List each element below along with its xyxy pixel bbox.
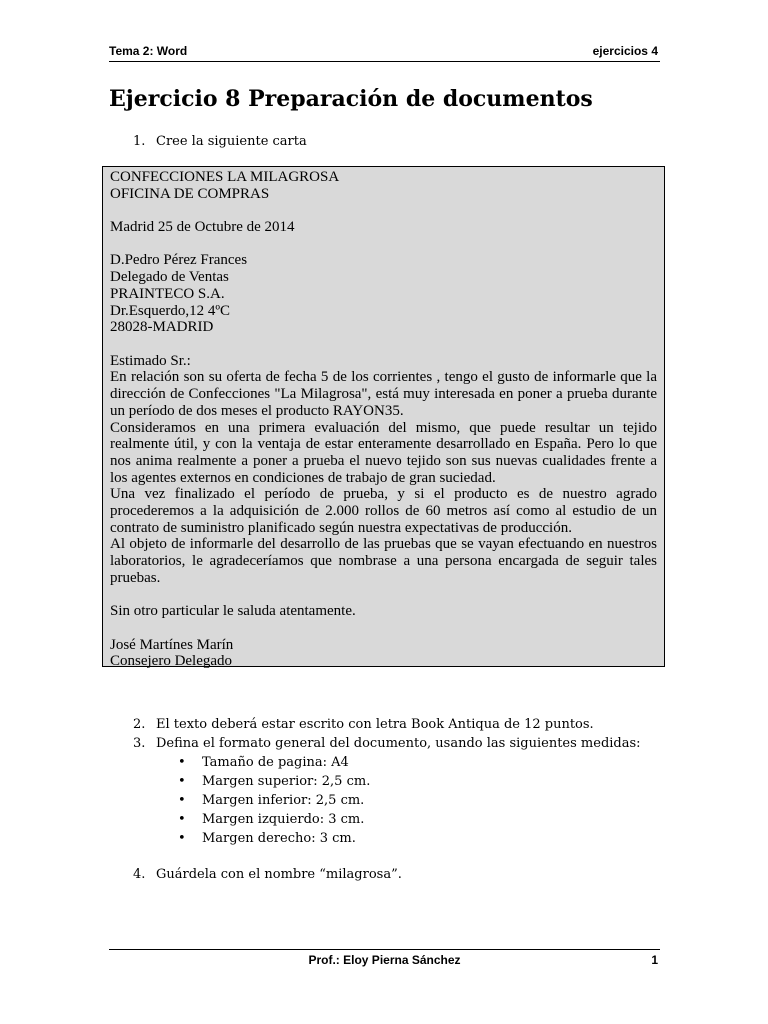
recipient-line: D.Pedro Pérez Frances — [110, 252, 248, 269]
bullet-icon: • — [178, 755, 186, 770]
recipient-line: Delegado de Ventas — [110, 269, 229, 286]
recipient-line: Dr.Esquerdo,12 4ºC — [110, 302, 231, 319]
step-1 — [133, 134, 307, 149]
list-item-text: Tamaño de pagina: A4 — [202, 755, 349, 770]
recipient-line: 28028-MADRID — [110, 319, 214, 336]
footer-author: Prof.: Eloy Pierna Sánchez — [308, 953, 461, 967]
letter-signer: José Martínes Marín — [110, 636, 234, 653]
recipient-line: PRAINTECO S.A. — [110, 285, 225, 302]
letter-greeting: Estimado Sr.: — [110, 352, 191, 369]
page-title: Ejercicio 8 Preparación de documentos — [109, 86, 593, 112]
letter-date: Madrid 25 de Octubre de 2014 — [110, 219, 295, 236]
list-item — [178, 793, 364, 808]
page-header — [109, 42, 660, 62]
step-number: 2. — [133, 717, 146, 732]
letter-box — [102, 166, 665, 670]
list-item-text: Margen inferior: 2,5 cm. — [202, 793, 365, 808]
step-text: Guárdela con el nombre “milagrosa”. — [156, 867, 402, 882]
step-text: El texto deberá estar escrito con letra Book Antiqua de 12 puntos. — [156, 717, 594, 732]
page-footer — [109, 949, 660, 967]
step-text: Defina el formato general del documento, usando las siguientes medidas: — [156, 736, 641, 751]
bullet-icon: • — [178, 774, 186, 789]
step-number: 3. — [133, 736, 146, 751]
letter-company: CONFECCIONES LA MILAGROSA — [110, 169, 340, 185]
step-number: 4. — [133, 867, 146, 882]
bullet-icon: • — [178, 831, 186, 846]
list-item — [178, 812, 364, 827]
step-text: Cree la siguiente carta — [156, 134, 307, 149]
bullet-icon: • — [178, 793, 186, 808]
list-item-text: Margen izquierdo: 3 cm. — [202, 812, 365, 827]
header-section: ejercicios 4 — [592, 44, 658, 58]
list-item — [178, 831, 356, 846]
header-topic: Tema 2: Word — [109, 44, 188, 58]
letter-paragraph: En relación son su oferta de fecha 5 de los corrientes , tengo el gusto de informarle que la dirección de Confecciones "La Milagrosa", está muy interesada en poner a prueba durante un período de dos meses el producto RAYON35. — [110, 369, 657, 419]
list-item — [178, 774, 370, 789]
page-number: 1 — [651, 953, 658, 967]
list-item-text: Margen superior: 2,5 cm. — [202, 774, 371, 789]
letter-closing: Sin otro particular le saluda atentamente. — [110, 603, 356, 620]
letter-paragraph: Una vez finalizado el período de prueba, y si el producto es de nuestro agrado procederemos a la adquisición de 2.000 rollos de 60 metros así como al estudio de un contrato de suministro planificado según nuestra expectativas de producción. — [110, 486, 657, 536]
list-item-text: Margen derecho: 3 cm. — [202, 831, 356, 846]
list-item — [178, 755, 349, 770]
letter-office: OFICINA DE COMPRAS — [110, 185, 270, 202]
bullet-icon: • — [178, 812, 186, 827]
step-number: 1. — [133, 134, 146, 149]
letter-paragraph: Consideramos en una primera evaluación del mismo, que puede resultar un tejido realmente útil, y con la ventaja de estar enteramente desarrollado en España. Pero lo que nos anima realmente a poner a prueba el nuevo tejido son sus nuevas cualidades frente a los agentes externos en condiciones de trabajo de gran suciedad. — [110, 419, 657, 486]
letter-signer-title: Consejero Delegado — [110, 653, 233, 670]
step-4 — [133, 867, 402, 882]
step-3 — [133, 736, 641, 751]
step-2 — [133, 717, 594, 732]
letter-paragraph: Al objeto de informarle del desarrollo de las pruebas que se vayan efectuando en nuestros laboratorios, le agradeceríamos que nombrase a una persona encargada de seguir tales pruebas. — [110, 536, 657, 586]
